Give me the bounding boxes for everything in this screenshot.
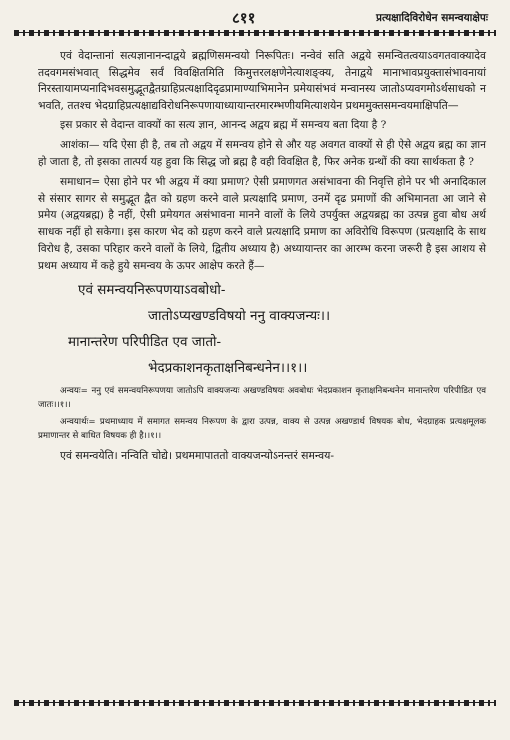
verse-block	[38, 277, 486, 381]
sanskrit-paragraph: एवं वेदान्तानां सत्यज्ञानानन्दाद्वये ब्रह्मणिसमन्वयो निरूपितः। नन्वेवं सति अद्वये समन्वितत्वयाऽवगतवाक्यादेव तदवगमसंभवात् सिद्धमेव सर्वं विवक्षितमिति किमुत्तरलक्षणेनेत्याशङ्क्य, तेनाद्वये मानाभावप्रयुक्तासंभावनायां निरस्तायामप्यनादिभवसमुद्भूतद्वैतग्राहिप्रत्यक्षादिदृढप्रामाण्याभिमानेन प्रमेयासंभवं मन्वानस्य जातोऽप्यवगमोऽर्थसाधको न भवति, ततश्च भेदग्राहिप्रत्यक्षाद्यविरोधनिरूपणायाध्यायान्तरमारम्भणीयमित्याशयेन प्रथममुक्तसमन्वयमाक्षिपति—	[38, 49, 486, 112]
running-title: प्रत्यक्षादिविरोधेन समन्वयाक्षेपः	[376, 12, 488, 24]
footer-rule	[14, 700, 496, 706]
verse-line-2: जातोऽप्यखण्डविषयो ननु वाक्यजन्यः।।	[148, 307, 331, 324]
header-rule	[14, 30, 496, 36]
hindi-paragraph-1: इस प्रकार से वेदान्त वाक्यों का सत्य ज्ञान, आनन्द अद्वय ब्रह्म में समन्वय बता दिया है ?	[60, 119, 387, 132]
page-number: ८११	[232, 9, 256, 27]
commentary-start-line: एवं समन्वयेति। नन्विति चोद्ये। प्रथममापाततो वाक्यजन्योऽनन्तरं समन्वय-	[60, 448, 335, 462]
hindi-paragraph-3: समाधान= ऐसा होने पर भी अद्वय में क्या प्रमाण? ऐसी प्रमाणगत असंभावना की निवृत्ति होने पर भी अनादिकाल से संसार सागर से समुद्भूत द्वैत को ग्रहण करने वाले प्रत्यक्षादि प्रमाण, उनमें दृढ प्रमाणों की अभिमानता आ जाने से प्रमेय (अद्वयब्रह्म) है नहीं, ऐसी प्रमेयगत असंभावना मानने वालों के लिये उपर्युक्त अद्वयब्रह्म का उत्पन्न हुवा बोध अर्थ साधक नहीं हो सकेगा। इस कारण भेद को ग्रहण करने वाले प्रत्यक्षादि प्रमाण का अविरोधि विरूपण (प्रत्यक्षादि के साथ विरोध है, उसका परिहार करने वालों के लिये, द्वितीय अध्याय है) अध्यायान्तर का आरम्भ करना जरूरी है इस आशय से प्रथम अध्याय में कहे हुये समन्वय के ऊपर आक्षेप करते हैं—	[38, 175, 487, 272]
verse-line-4: भेदप्रकाशनकृताक्षनिबन्धनेन।।१।।	[148, 359, 308, 376]
page-content	[38, 48, 486, 464]
verse-line-3: मानान्तरेण परिपीडित एव जातो-	[68, 333, 222, 350]
anvaya-paragraph: अन्वयः= ननु एवं समन्वयनिरूपणया जातोऽपि वाक्यजन्यः अखण्डविषयः अवबोधः भेदप्रकाशन कृताक्षनिबन्धनेन मानान्तरेण परिपीडित एव जातः।।१।।	[38, 385, 486, 410]
hindi-paragraph-2: आशंका— यदि ऐसा ही है, तब तो अद्वय में समन्वय होने से और यह अवगत वाक्यों से ही ऐसे अद्वय ब्रह्म का ज्ञान हो जाता है, तो इसका तात्पर्य यह हुवा कि सिद्ध जो ब्रह्म है वही विवक्षित है, फिर अनेक ग्रन्थों की क्या सार्थकता है ?	[38, 139, 486, 168]
anvayartha-paragraph: अन्वयार्थः= प्रथमाध्याय में समागत समन्वय निरूपण के द्वारा उत्पन्न, वाक्य से उत्पन्न अखण्डार्थ विषयक बोध, भेदग्राहक प्रत्यक्षमूलक प्रमाणान्तर से बाधित विषयक ही है।।१।।	[38, 416, 486, 441]
verse-line-1: एवं समन्वयनिरूपणयाऽवबोधो-	[78, 281, 226, 298]
